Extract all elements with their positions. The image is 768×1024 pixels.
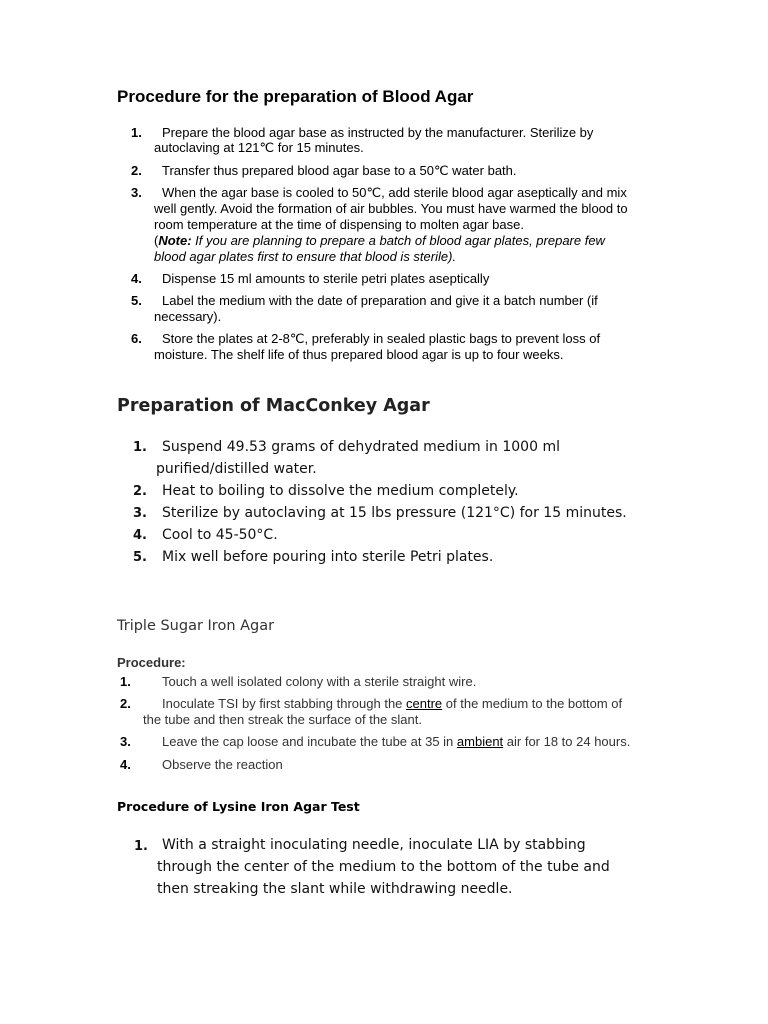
tsi-item-1-number: 1.: [120, 674, 131, 689]
tsi-item-4-text: Observe the reaction: [162, 757, 283, 772]
blood-agar-item-3-text: When the agar base is cooled to 50℃, add sterile blood agar aseptically and mix: [162, 185, 627, 200]
macconkey-item-4-number: 4.: [133, 528, 147, 543]
macconkey-item-3-number: 3.: [133, 506, 147, 521]
macconkey-item-5-text: Mix well before pouring into sterile Petri plates.: [162, 549, 494, 565]
tsi-item-2-number: 2.: [120, 696, 131, 711]
tsi-heading: Triple Sugar Iron Agar: [117, 618, 275, 634]
blood-agar-item-2-text: Transfer thus prepared blood agar base to a 50℃ water bath.: [162, 163, 517, 178]
lia-item-1-number: 1.: [134, 839, 148, 854]
tsi-item-3-number: 3.: [120, 734, 131, 749]
tsi-procedure-label: Procedure:: [117, 655, 186, 670]
tsi-item-4-number: 4.: [120, 757, 131, 772]
tsi-item-2-text: Inoculate TSI by first stabbing through the centre of the medium to the bottom of: [162, 696, 623, 711]
blood-agar-item-5-text-cont: necessary).: [154, 309, 222, 324]
blood-agar-item-3-text-cont: well gently. Avoid the formation of air bubbles. You must have warmed the blood to: [154, 201, 628, 216]
blood-agar-item-4-text: Dispense 15 ml amounts to sterile petri plates aseptically: [162, 271, 490, 286]
blood-agar-item-6-text: Store the plates at 2-8℃, preferably in sealed plastic bags to prevent loss of: [162, 331, 601, 346]
blood-agar-item-1-text-cont: autoclaving at 121℃ for 15 minutes.: [154, 140, 364, 155]
blood-agar-item-5-text: Label the medium with the date of preparation and give it a batch number (if: [162, 293, 598, 308]
blood-agar-item-4-number: 4.: [131, 271, 142, 286]
blood-agar-item-1-number: 1.: [131, 125, 142, 140]
macconkey-heading: Preparation of MacConkey Agar: [117, 396, 430, 416]
tsi-item-3-text: Leave the cap loose and incubate the tube at 35 in ambient air for 18 to 24 hours.: [162, 734, 631, 749]
lia-item-1-text-cont2: then streaking the slant while withdrawing needle.: [157, 881, 513, 897]
blood-agar-item-3-text-cont2: room temperature at the time of dispensing to molten agar base.: [154, 217, 524, 232]
blood-agar-item-5-number: 5.: [131, 293, 142, 308]
blood-agar-item-6-number: 6.: [131, 331, 142, 346]
blood-agar-heading: Procedure for the preparation of Blood Agar: [117, 87, 474, 106]
macconkey-item-2-number: 2.: [133, 484, 147, 499]
tsi-item-2-text-cont: the tube and then streak the surface of the slant.: [143, 712, 422, 727]
macconkey-item-4-text: Cool to 45-50°C.: [162, 527, 278, 543]
centre-link[interactable]: centre: [406, 696, 443, 711]
macconkey-item-1-text: Suspend 49.53 grams of dehydrated medium in 1000 ml: [162, 439, 560, 455]
macconkey-item-3-text: Sterilize by autoclaving at 15 lbs pressure (121°C) for 15 minutes.: [162, 505, 627, 521]
tsi-item-1-text: Touch a well isolated colony with a sterile straight wire.: [162, 674, 477, 689]
blood-agar-note-cont: blood agar plates first to ensure that blood is sterile).: [154, 249, 457, 264]
macconkey-item-1-number: 1.: [133, 440, 147, 455]
macconkey-item-2-text: Heat to boiling to dissolve the medium completely.: [162, 483, 519, 499]
macconkey-item-5-number: 5.: [133, 550, 147, 565]
blood-agar-note: (Note: If you are planning to prepare a batch of blood agar plates, prepare few: [154, 233, 605, 248]
macconkey-item-1-text-cont: purified/distilled water.: [156, 461, 317, 477]
blood-agar-item-3-number: 3.: [131, 185, 142, 200]
blood-agar-item-6-text-cont: moisture. The shelf life of thus prepared blood agar is up to four weeks.: [154, 347, 564, 362]
lia-heading: Procedure of Lysine Iron Agar Test: [117, 799, 360, 814]
lia-item-1-text: With a straight inoculating needle, inoculate LIA by stabbing: [162, 837, 586, 853]
blood-agar-item-2-number: 2.: [131, 163, 142, 178]
blood-agar-item-1-text: Prepare the blood agar base as instructed by the manufacturer. Sterilize by: [162, 125, 594, 140]
ambient-link[interactable]: ambient: [456, 734, 504, 749]
lia-item-1-text-cont: through the center of the medium to the bottom of the tube and: [157, 859, 610, 875]
